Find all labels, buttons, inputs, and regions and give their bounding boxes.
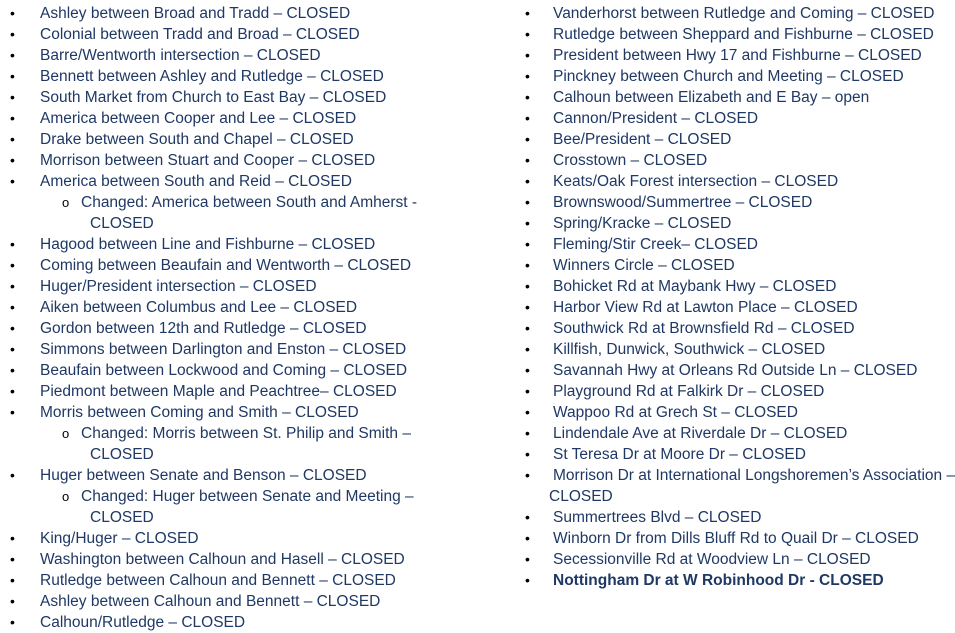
bullet-icon: • [525,68,530,84]
closure-text: Drake between South and Chapel – CLOSED [40,131,354,148]
bullet-icon: • [525,110,530,126]
closure-text: Huger between Senate and Benson – CLOSED [40,467,367,484]
list-item [0,66,475,87]
sub-list-item [0,192,475,234]
bullet-icon: • [10,236,15,252]
sub-list-item [0,486,475,528]
bullet-icon: • [10,5,15,21]
closure-text: President between Hwy 17 and Fishburne – CLOSED [553,47,922,64]
closure-text: Crosstown – CLOSED [553,152,708,169]
list-item [0,171,475,192]
bullet-icon: • [525,530,530,546]
closure-text: Savannah Hwy at Orleans Rd Outside Ln – CLOSED [553,362,918,379]
list-item [0,402,475,423]
bullet-icon: • [10,404,15,420]
closure-text: Changed: Morris between St. Philip and Smith – [81,425,411,442]
closure-text: Colonial between Tradd and Broad – CLOSED [40,26,360,43]
bullet-icon: • [525,446,530,462]
list-item [515,318,955,339]
closure-text-continuation: CLOSED [90,446,154,463]
list-item [515,423,955,444]
bullet-icon: • [525,362,530,378]
bullet-icon: • [10,614,15,630]
closure-text: Spring/Kracke – CLOSED [553,215,732,232]
list-item [515,570,955,591]
list-item [515,150,955,171]
list-item [515,297,955,318]
bullet-icon: • [10,593,15,609]
bullet-icon: • [10,131,15,147]
closure-text: Nottingham Dr at W Robinhood Dr - CLOSED [553,572,884,589]
closure-text: Morrison Dr at International Longshoremen’s Association – [553,467,955,484]
list-item [0,129,475,150]
list-item [515,213,955,234]
closure-text: Changed: America between South and Amherst - [81,194,418,211]
closure-text: Cannon/President – CLOSED [553,110,759,127]
bullet-icon: • [10,257,15,273]
bullet-icon: • [525,467,530,483]
list-item [515,129,955,150]
list-item [515,192,955,213]
closure-text: Summertrees Blvd – CLOSED [553,509,762,526]
closure-text: Piedmont between Maple and Peachtree– CLOSED [40,383,397,400]
bullet-icon: • [10,47,15,63]
list-item [515,66,955,87]
closure-text: Keats/Oak Forest intersection – CLOSED [553,173,839,190]
bullet-icon: • [525,509,530,525]
closure-text: Rutledge between Sheppard and Fishburne – CLOSED [553,26,934,43]
bullet-icon: • [10,320,15,336]
list-item [0,360,475,381]
bullet-icon: • [525,5,530,21]
list-item [0,234,475,255]
list-item [0,591,475,612]
closure-text: Calhoun/Rutledge – CLOSED [40,614,246,631]
bullet-icon: • [525,152,530,168]
list-item [515,171,955,192]
closure-text: Ashley between Calhoun and Bennett – CLOSED [40,593,381,610]
list-item [515,549,955,570]
list-item [515,45,955,66]
list-item [0,318,475,339]
closure-text: Fleming/Stir Creek– CLOSED [553,236,759,253]
bullet-icon: • [10,26,15,42]
list-item [0,3,475,24]
closure-text: Coming between Beaufain and Wentworth – CLOSED [40,257,412,274]
closure-text: Rutledge between Calhoun and Bennett – CLOSED [40,572,396,589]
closure-text: Morris between Coming and Smith – CLOSED [40,404,359,421]
bullet-icon: • [10,572,15,588]
bullet-icon: • [10,278,15,294]
list-item [515,255,955,276]
closure-text: Bee/President – CLOSED [553,131,732,148]
bullet-icon: • [525,236,530,252]
closure-text: Bennett between Ashley and Rutledge – CLOSED [40,68,384,85]
list-item [515,402,955,423]
list-item [515,444,955,465]
bullet-icon: • [10,362,15,378]
bullet-icon: • [525,299,530,315]
closure-text: Washington between Calhoun and Hasell – CLOSED [40,551,405,568]
list-item [0,570,475,591]
list-item [515,276,955,297]
closure-text: Bohicket Rd at Maybank Hwy – CLOSED [553,278,837,295]
bullet-icon: • [525,47,530,63]
bullet-icon: • [525,341,530,357]
closure-text: Wappoo Rd at Grech St – CLOSED [553,404,798,421]
bullet-icon: • [10,89,15,105]
closure-text: Barre/Wentworth intersection – CLOSED [40,47,321,64]
list-item [0,612,475,633]
closure-text: Secessionville Rd at Woodview Ln – CLOSED [553,551,871,568]
bullet-icon: • [525,173,530,189]
list-item [0,45,475,66]
closure-text: Killfish, Dunwick, Southwick – CLOSED [553,341,826,358]
closure-text: South Market from Church to East Bay – CLOSED [40,89,387,106]
list-item [515,108,955,129]
list-item [0,255,475,276]
bullet-icon: • [10,383,15,399]
list-item [0,87,475,108]
closure-text: Huger/President intersection – CLOSED [40,278,317,295]
closure-text: Lindendale Ave at Riverdale Dr – CLOSED [553,425,848,442]
right-closure-list [515,3,955,591]
list-item [515,3,955,24]
closure-text: Harbor View Rd at Lawton Place – CLOSED [553,299,858,316]
closure-text: Playground Rd at Falkirk Dr – CLOSED [553,383,825,400]
bullet-icon: • [525,404,530,420]
list-item [515,360,955,381]
list-item [0,549,475,570]
circle-bullet-icon: o [62,426,70,441]
list-item [0,108,475,129]
closure-text: America between Cooper and Lee – CLOSED [40,110,357,127]
closure-text: Changed: Huger between Senate and Meeting – [81,488,414,505]
bullet-icon: • [10,341,15,357]
bullet-icon: • [525,257,530,273]
list-item [515,339,955,360]
closure-text: St Teresa Dr at Moore Dr – CLOSED [553,446,806,463]
bullet-icon: • [10,68,15,84]
closure-text: Calhoun between Elizabeth and E Bay – open [553,89,870,106]
closure-text-continuation: CLOSED [90,509,154,526]
bullet-icon: • [525,215,530,231]
closure-text: Vanderhorst between Rutledge and Coming – CLOSED [553,5,935,22]
list-item [515,507,955,528]
bullet-icon: • [525,26,530,42]
bullet-icon: • [525,89,530,105]
list-item [0,339,475,360]
closure-text: Hagood between Line and Fishburne – CLOSED [40,236,376,253]
bullet-icon: • [10,152,15,168]
list-item [515,528,955,549]
closure-text: Gordon between 12th and Rutledge – CLOSED [40,320,367,337]
closure-text-continuation: CLOSED [90,215,154,232]
closure-text: America between South and Reid – CLOSED [40,173,352,190]
closure-text: Brownswood/Summertree – CLOSED [553,194,813,211]
list-item [515,87,955,108]
bullet-icon: • [10,551,15,567]
closure-text: Winners Circle – CLOSED [553,257,735,274]
bullet-icon: • [525,383,530,399]
bullet-icon: • [10,173,15,189]
closure-text: King/Huger – CLOSED [40,530,199,547]
list-item [515,381,955,402]
closure-text: Winborn Dr from Dills Bluff Rd to Quail Dr – CLOSED [553,530,919,547]
closure-text: Aiken between Columbus and Lee – CLOSED [40,299,358,316]
list-item [0,381,475,402]
list-item [0,24,475,45]
bullet-icon: • [10,110,15,126]
closure-text: Morrison between Stuart and Cooper – CLOSED [40,152,376,169]
bullet-icon: • [525,572,530,588]
bullet-icon: • [525,278,530,294]
bullet-icon: • [10,299,15,315]
list-item [0,276,475,297]
sub-list-item [0,423,475,465]
closure-text: Beaufain between Lockwood and Coming – CLOSED [40,362,408,379]
list-item [0,465,475,486]
closure-text: Southwick Rd at Brownsfield Rd – CLOSED [553,320,855,337]
bullet-icon: • [10,467,15,483]
list-item [0,528,475,549]
bullet-icon: • [525,131,530,147]
list-item [515,24,955,45]
closure-text: Simmons between Darlington and Enston – CLOSED [40,341,407,358]
bullet-icon: • [525,551,530,567]
list-item [515,234,955,255]
bullet-icon: • [525,425,530,441]
list-item [0,297,475,318]
bullet-icon: • [525,320,530,336]
closure-text: Ashley between Broad and Tradd – CLOSED [40,5,351,22]
bullet-icon: • [10,530,15,546]
bullet-icon: • [525,194,530,210]
circle-bullet-icon: o [62,195,70,210]
circle-bullet-icon: o [62,489,70,504]
list-item [0,150,475,171]
closure-text: Pinckney between Church and Meeting – CLOSED [553,68,904,85]
list-item [515,465,955,507]
closure-text-continuation: CLOSED [549,488,613,505]
left-closure-list [0,3,475,633]
